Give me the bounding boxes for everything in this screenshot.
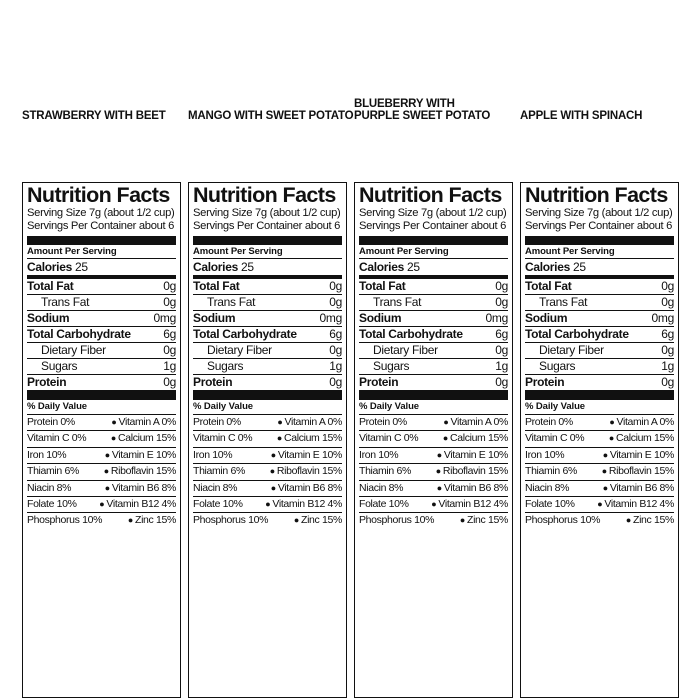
daily-value-right-group bbox=[268, 464, 342, 479]
trans-fat-row bbox=[525, 295, 674, 310]
protein-row bbox=[193, 375, 342, 390]
protein-label: Protein bbox=[359, 375, 399, 389]
sugars-row bbox=[359, 359, 508, 374]
daily-value-left: Protein 0% bbox=[525, 416, 573, 428]
servings-per-container: Servings Per Container about 6 bbox=[27, 220, 175, 232]
sugars-value: 1g bbox=[661, 359, 674, 373]
bullet-icon: ● bbox=[597, 499, 603, 510]
bullet-icon: ● bbox=[436, 482, 442, 493]
amount-per-serving: Amount Per Serving bbox=[27, 246, 117, 257]
nutrition-facts-title: Nutrition Facts bbox=[525, 183, 668, 207]
divider-thick bbox=[27, 390, 176, 400]
calories-value: 25 bbox=[573, 260, 586, 274]
daily-value-left: Iron 10% bbox=[27, 448, 67, 461]
trans-fat-value: 0g bbox=[163, 295, 176, 309]
nutrition-facts-label bbox=[354, 182, 513, 698]
daily-value-right: Vitamin A 0% bbox=[616, 416, 674, 428]
divider-thick bbox=[525, 236, 674, 245]
daily-value-row bbox=[359, 513, 508, 528]
calories-row bbox=[525, 259, 674, 275]
daily-value-row bbox=[525, 513, 674, 528]
sodium-row bbox=[525, 311, 674, 326]
sodium-value: 0mg bbox=[651, 311, 674, 325]
calories-label: Calories bbox=[359, 260, 404, 274]
bullet-icon: ● bbox=[110, 433, 116, 444]
dietary-fiber-row bbox=[359, 343, 508, 358]
sodium-label: Sodium bbox=[27, 311, 70, 325]
daily-value-row bbox=[359, 415, 508, 431]
protein-label: Protein bbox=[193, 375, 233, 389]
daily-value-right-group bbox=[595, 497, 674, 512]
daily-value-right: Zinc 15% bbox=[301, 514, 342, 527]
calories-label: Calories bbox=[525, 260, 570, 274]
calories-value: 25 bbox=[407, 260, 420, 274]
dietary-fiber-value: 0g bbox=[495, 343, 508, 357]
daily-value-left: Phosphorus 10% bbox=[359, 514, 435, 527]
daily-value-right-group bbox=[275, 431, 342, 446]
daily-value-right-group bbox=[624, 513, 674, 528]
daily-value-right: Vitamin E 10% bbox=[277, 448, 342, 461]
sugars-row bbox=[193, 359, 342, 374]
total-carb-label: Total Carbohydrate bbox=[525, 327, 629, 341]
bullet-icon: ● bbox=[459, 515, 466, 526]
daily-value-right-group bbox=[269, 448, 342, 463]
daily-value-row bbox=[193, 464, 342, 480]
bullet-icon: ● bbox=[104, 482, 110, 493]
bullet-icon: ● bbox=[431, 499, 437, 510]
daily-value-left: Thiamin 6% bbox=[193, 465, 245, 478]
daily-value-row bbox=[359, 481, 508, 497]
calories-label: Calories bbox=[27, 260, 72, 274]
daily-value-right-group bbox=[109, 415, 176, 430]
divider-thick bbox=[193, 236, 342, 245]
daily-value-right-group bbox=[97, 497, 176, 512]
daily-value-row bbox=[193, 415, 342, 431]
daily-value-left: Thiamin 6% bbox=[525, 465, 577, 478]
daily-value-row bbox=[359, 431, 508, 447]
calories-row bbox=[193, 259, 342, 275]
daily-value-right: Vitamin A 0% bbox=[284, 416, 342, 428]
daily-value-right: Calcium 15% bbox=[117, 432, 176, 445]
trans-fat-value: 0g bbox=[329, 295, 342, 309]
sugars-label: Sugars bbox=[41, 359, 78, 373]
bullet-icon: ● bbox=[270, 449, 276, 460]
daily-value-left: Niacin 8% bbox=[27, 481, 72, 494]
servings-per-container: Servings Per Container about 6 bbox=[359, 220, 507, 232]
daily-value-row bbox=[193, 513, 342, 528]
daily-value-left: Niacin 8% bbox=[525, 481, 570, 494]
daily-value-list bbox=[525, 415, 674, 529]
dietary-fiber-label: Dietary Fiber bbox=[539, 343, 604, 357]
daily-value-right-group bbox=[292, 513, 342, 528]
dietary-fiber-label: Dietary Fiber bbox=[373, 343, 438, 357]
total-carb-value: 6g bbox=[163, 327, 176, 341]
amount-per-serving: Amount Per Serving bbox=[193, 246, 283, 257]
divider-thick bbox=[359, 236, 508, 245]
daily-value-right: Vitamin B6 8% bbox=[609, 481, 674, 494]
calories-value: 25 bbox=[75, 260, 88, 274]
amount-per-serving: Amount Per Serving bbox=[525, 246, 615, 257]
daily-value-right: Zinc 15% bbox=[633, 514, 674, 527]
daily-value-left: Vitamin C 0% bbox=[27, 432, 87, 445]
sodium-value: 0mg bbox=[319, 311, 342, 325]
calories-row bbox=[359, 259, 508, 275]
daily-value-right-group bbox=[458, 513, 508, 528]
trans-fat-row bbox=[27, 295, 176, 310]
daily-value-left: Vitamin C 0% bbox=[525, 432, 585, 445]
daily-value-left: Folate 10% bbox=[359, 498, 409, 511]
daily-value-list bbox=[359, 415, 508, 529]
protein-value: 0g bbox=[329, 375, 342, 389]
daily-value-left: Folate 10% bbox=[27, 498, 77, 511]
flavor-heading: BLUEBERRY WITH PURPLE SWEET POTATO bbox=[354, 98, 491, 122]
daily-value-row bbox=[27, 464, 176, 480]
bullet-icon: ● bbox=[127, 515, 134, 526]
daily-value-row bbox=[27, 497, 176, 513]
trans-fat-label: Trans Fat bbox=[539, 295, 588, 309]
serving-size: Serving Size 7g (about 1/2 cup) bbox=[525, 207, 673, 219]
bullet-icon: ● bbox=[276, 433, 282, 444]
daily-value-left: Vitamin C 0% bbox=[359, 432, 419, 445]
daily-value-right-group bbox=[102, 464, 176, 479]
daily-value-right-group bbox=[275, 415, 342, 430]
total-fat-value: 0g bbox=[163, 279, 176, 293]
total-carb-value: 6g bbox=[661, 327, 674, 341]
daily-value-row bbox=[193, 497, 342, 513]
sodium-value: 0mg bbox=[485, 311, 508, 325]
daily-value-right: Vitamin E 10% bbox=[609, 448, 674, 461]
serving-size: Serving Size 7g (about 1/2 cup) bbox=[27, 207, 175, 219]
daily-value-right-group bbox=[601, 448, 674, 463]
daily-value-row bbox=[525, 481, 674, 497]
daily-value-left: Thiamin 6% bbox=[27, 465, 79, 478]
total-fat-label: Total Fat bbox=[359, 279, 406, 293]
daily-value-row bbox=[27, 448, 176, 464]
dietary-fiber-label: Dietary Fiber bbox=[207, 343, 272, 357]
calories-row bbox=[27, 259, 176, 275]
total-fat-row bbox=[359, 279, 508, 294]
nutrition-facts-title: Nutrition Facts bbox=[359, 183, 502, 207]
bullet-icon: ● bbox=[443, 417, 449, 427]
daily-value-heading: % Daily Value bbox=[525, 401, 585, 412]
sodium-row bbox=[27, 311, 176, 326]
protein-label: Protein bbox=[27, 375, 67, 389]
daily-value-row bbox=[359, 464, 508, 480]
bullet-icon: ● bbox=[442, 433, 448, 444]
daily-value-right: Riboflavin 15% bbox=[276, 465, 342, 478]
daily-value-row bbox=[27, 481, 176, 497]
daily-value-right: Vitamin B6 8% bbox=[111, 481, 176, 494]
calories-value: 25 bbox=[241, 260, 254, 274]
bullet-icon: ● bbox=[609, 417, 615, 427]
daily-value-right: Vitamin E 10% bbox=[443, 448, 508, 461]
daily-value-right-group bbox=[435, 481, 508, 496]
flavor-heading: APPLE WITH SPINACH bbox=[520, 110, 643, 122]
trans-fat-row bbox=[193, 295, 342, 310]
daily-value-left: Protein 0% bbox=[193, 416, 241, 428]
bullet-icon: ● bbox=[436, 449, 442, 460]
daily-value-row bbox=[525, 464, 674, 480]
protein-row bbox=[359, 375, 508, 390]
daily-value-right: Zinc 15% bbox=[135, 514, 176, 527]
sugars-row bbox=[27, 359, 176, 374]
daily-value-right: Vitamin B12 4% bbox=[604, 498, 674, 511]
nutrition-facts-label bbox=[22, 182, 181, 698]
daily-value-right-group bbox=[269, 481, 342, 496]
dietary-fiber-row bbox=[525, 343, 674, 358]
sugars-row bbox=[525, 359, 674, 374]
daily-value-left: Thiamin 6% bbox=[359, 465, 411, 478]
protein-value: 0g bbox=[661, 375, 674, 389]
servings-per-container: Servings Per Container about 6 bbox=[193, 220, 341, 232]
trans-fat-label: Trans Fat bbox=[41, 295, 90, 309]
dietary-fiber-value: 0g bbox=[163, 343, 176, 357]
daily-value-row bbox=[359, 448, 508, 464]
daily-value-right-group bbox=[434, 464, 508, 479]
total-carb-value: 6g bbox=[329, 327, 342, 341]
sugars-label: Sugars bbox=[373, 359, 410, 373]
daily-value-list bbox=[193, 415, 342, 529]
daily-value-left: Folate 10% bbox=[525, 498, 575, 511]
trans-fat-label: Trans Fat bbox=[373, 295, 422, 309]
dietary-fiber-value: 0g bbox=[329, 343, 342, 357]
total-carb-row bbox=[525, 327, 674, 342]
daily-value-row bbox=[525, 431, 674, 447]
bullet-icon: ● bbox=[111, 417, 117, 427]
total-carb-label: Total Carbohydrate bbox=[359, 327, 463, 341]
sodium-label: Sodium bbox=[525, 311, 568, 325]
servings-per-container: Servings Per Container about 6 bbox=[525, 220, 673, 232]
bullet-icon: ● bbox=[435, 466, 441, 477]
trans-fat-row bbox=[359, 295, 508, 310]
total-fat-label: Total Fat bbox=[193, 279, 240, 293]
daily-value-left: Niacin 8% bbox=[359, 481, 404, 494]
total-carb-value: 6g bbox=[495, 327, 508, 341]
sugars-value: 1g bbox=[495, 359, 508, 373]
amount-per-serving: Amount Per Serving bbox=[359, 246, 449, 257]
daily-value-left: Niacin 8% bbox=[193, 481, 238, 494]
daily-value-right: Zinc 15% bbox=[467, 514, 508, 527]
protein-row bbox=[525, 375, 674, 390]
total-fat-value: 0g bbox=[661, 279, 674, 293]
protein-label: Protein bbox=[525, 375, 565, 389]
daily-value-row bbox=[193, 431, 342, 447]
daily-value-left: Iron 10% bbox=[359, 448, 399, 461]
daily-value-right: Riboflavin 15% bbox=[442, 465, 508, 478]
protein-row bbox=[27, 375, 176, 390]
divider-thick bbox=[525, 390, 674, 400]
total-carb-row bbox=[193, 327, 342, 342]
daily-value-right: Riboflavin 15% bbox=[110, 465, 176, 478]
protein-value: 0g bbox=[495, 375, 508, 389]
daily-value-list bbox=[27, 415, 176, 529]
daily-value-right-group bbox=[600, 464, 674, 479]
daily-value-row bbox=[359, 497, 508, 513]
sodium-value: 0mg bbox=[153, 311, 176, 325]
bullet-icon: ● bbox=[293, 515, 300, 526]
daily-value-heading: % Daily Value bbox=[359, 401, 419, 412]
daily-value-right: Calcium 15% bbox=[615, 432, 674, 445]
total-fat-value: 0g bbox=[495, 279, 508, 293]
daily-value-right: Calcium 15% bbox=[449, 432, 508, 445]
daily-value-row bbox=[27, 415, 176, 431]
bullet-icon: ● bbox=[608, 433, 614, 444]
bullet-icon: ● bbox=[625, 515, 632, 526]
daily-value-right: Vitamin A 0% bbox=[118, 416, 176, 428]
daily-value-right-group bbox=[441, 415, 508, 430]
trans-fat-value: 0g bbox=[495, 295, 508, 309]
daily-value-right: Vitamin B6 8% bbox=[443, 481, 508, 494]
daily-value-row bbox=[525, 497, 674, 513]
daily-value-row bbox=[27, 431, 176, 447]
daily-value-right-group bbox=[429, 497, 508, 512]
divider-thick bbox=[359, 390, 508, 400]
total-fat-row bbox=[27, 279, 176, 294]
dietary-fiber-label: Dietary Fiber bbox=[41, 343, 106, 357]
daily-value-left: Protein 0% bbox=[27, 416, 75, 428]
nutrition-facts-title: Nutrition Facts bbox=[193, 183, 336, 207]
bullet-icon: ● bbox=[277, 417, 283, 427]
sodium-label: Sodium bbox=[359, 311, 402, 325]
daily-value-row bbox=[193, 448, 342, 464]
protein-value: 0g bbox=[163, 375, 176, 389]
daily-value-left: Iron 10% bbox=[525, 448, 565, 461]
divider-thick bbox=[27, 236, 176, 245]
dietary-fiber-value: 0g bbox=[661, 343, 674, 357]
total-carb-label: Total Carbohydrate bbox=[27, 327, 131, 341]
daily-value-right-group bbox=[109, 431, 176, 446]
daily-value-left: Phosphorus 10% bbox=[525, 514, 601, 527]
sodium-label: Sodium bbox=[193, 311, 236, 325]
nutrition-facts-label bbox=[188, 182, 347, 698]
trans-fat-label: Trans Fat bbox=[207, 295, 256, 309]
daily-value-row bbox=[193, 481, 342, 497]
bullet-icon: ● bbox=[103, 466, 109, 477]
total-fat-row bbox=[193, 279, 342, 294]
nutrition-facts-title: Nutrition Facts bbox=[27, 183, 170, 207]
daily-value-row bbox=[525, 415, 674, 431]
bullet-icon: ● bbox=[269, 466, 275, 477]
daily-value-right-group bbox=[435, 448, 508, 463]
daily-value-right-group bbox=[103, 448, 176, 463]
daily-value-right: Riboflavin 15% bbox=[608, 465, 674, 478]
daily-value-left: Protein 0% bbox=[359, 416, 407, 428]
bullet-icon: ● bbox=[104, 449, 110, 460]
daily-value-row bbox=[525, 448, 674, 464]
daily-value-right-group bbox=[441, 431, 508, 446]
daily-value-right: Vitamin B12 4% bbox=[106, 498, 176, 511]
sugars-label: Sugars bbox=[539, 359, 576, 373]
daily-value-right-group bbox=[263, 497, 342, 512]
daily-value-right-group bbox=[607, 431, 674, 446]
daily-value-right-group bbox=[607, 415, 674, 430]
trans-fat-value: 0g bbox=[661, 295, 674, 309]
daily-value-right: Vitamin B6 8% bbox=[277, 481, 342, 494]
nutrition-facts-label bbox=[520, 182, 679, 698]
calories-label: Calories bbox=[193, 260, 238, 274]
total-fat-row bbox=[525, 279, 674, 294]
total-fat-label: Total Fat bbox=[525, 279, 572, 293]
daily-value-right-group bbox=[601, 481, 674, 496]
serving-size: Serving Size 7g (about 1/2 cup) bbox=[359, 207, 507, 219]
total-carb-row bbox=[359, 327, 508, 342]
sodium-row bbox=[193, 311, 342, 326]
daily-value-right: Vitamin B12 4% bbox=[438, 498, 508, 511]
bullet-icon: ● bbox=[602, 449, 608, 460]
daily-value-heading: % Daily Value bbox=[27, 401, 87, 412]
daily-value-left: Iron 10% bbox=[193, 448, 233, 461]
daily-value-heading: % Daily Value bbox=[193, 401, 253, 412]
total-carb-row bbox=[27, 327, 176, 342]
bullet-icon: ● bbox=[99, 499, 105, 510]
daily-value-left: Vitamin C 0% bbox=[193, 432, 253, 445]
daily-value-left: Phosphorus 10% bbox=[27, 514, 103, 527]
daily-value-left: Phosphorus 10% bbox=[193, 514, 269, 527]
sugars-label: Sugars bbox=[207, 359, 244, 373]
sodium-row bbox=[359, 311, 508, 326]
total-fat-label: Total Fat bbox=[27, 279, 74, 293]
total-fat-value: 0g bbox=[329, 279, 342, 293]
daily-value-left: Folate 10% bbox=[193, 498, 243, 511]
divider-thick bbox=[193, 390, 342, 400]
dietary-fiber-row bbox=[193, 343, 342, 358]
daily-value-right: Calcium 15% bbox=[283, 432, 342, 445]
bullet-icon: ● bbox=[602, 482, 608, 493]
daily-value-right-group bbox=[103, 481, 176, 496]
bullet-icon: ● bbox=[601, 466, 607, 477]
sugars-value: 1g bbox=[163, 359, 176, 373]
bullet-icon: ● bbox=[270, 482, 276, 493]
daily-value-row bbox=[27, 513, 176, 528]
serving-size: Serving Size 7g (about 1/2 cup) bbox=[193, 207, 341, 219]
daily-value-right: Vitamin A 0% bbox=[450, 416, 508, 428]
daily-value-right-group bbox=[126, 513, 176, 528]
flavor-heading: MANGO WITH SWEET POTATO bbox=[188, 110, 354, 122]
daily-value-right: Vitamin E 10% bbox=[111, 448, 176, 461]
daily-value-right: Vitamin B12 4% bbox=[272, 498, 342, 511]
flavor-heading: STRAWBERRY WITH BEET bbox=[22, 110, 166, 122]
bullet-icon: ● bbox=[265, 499, 271, 510]
total-carb-label: Total Carbohydrate bbox=[193, 327, 297, 341]
sugars-value: 1g bbox=[329, 359, 342, 373]
dietary-fiber-row bbox=[27, 343, 176, 358]
